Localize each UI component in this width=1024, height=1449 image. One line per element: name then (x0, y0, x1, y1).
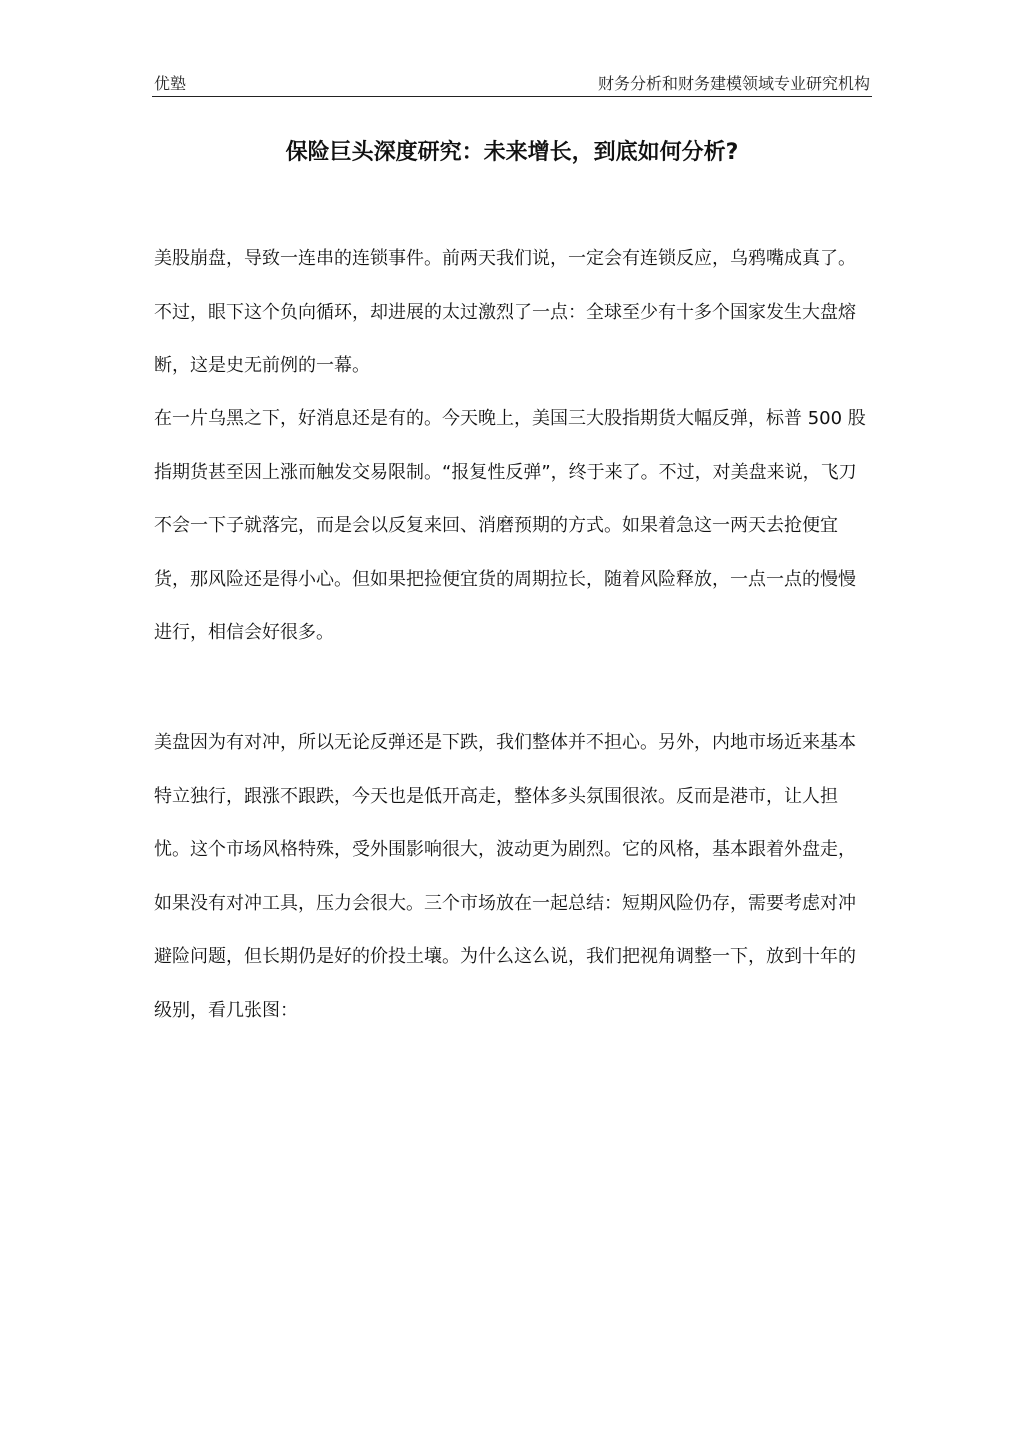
paragraph-line: 断，这是史无前例的一幕。 (154, 355, 370, 376)
header-tagline: 财务分析和财务建模领域专业研究机构 (597, 74, 870, 93)
paragraph-3 (154, 728, 870, 1049)
paragraph-1 (154, 244, 870, 405)
article-title: 保险巨头深度研究：未来增长，到底如何分析? (285, 140, 739, 165)
paragraph-line: 不过，眼下这个负向循环，却进展的太过激烈了一点：全球至少有十多个国家发生大盘熔 (154, 301, 856, 323)
paragraph-line: 如果没有对冲工具，压力会很大。三个市场放在一起总结：短期风险仍存，需要考虑对冲 (154, 892, 856, 914)
paragraph-line: 在一片乌黑之下，好消息还是有的。今天晚上，美国三大股指期货大幅反弹，标普 500 股 (154, 408, 866, 429)
paragraph-line: 特立独行，跟涨不跟跌，今天也是低开高走，整体多头氛围很浓。反而是港市，让人担 (154, 785, 838, 807)
paragraph-line: 货，那风险还是得小心。但如果把捡便宜货的周期拉长，随着风险释放，一点一点的慢慢 (154, 568, 856, 590)
paragraph-line: 美股崩盘，导致一连串的连锁事件。前两天我们说，一定会有连锁反应，乌鸦嘴成真了。 (154, 248, 856, 269)
paragraph-line: 级别，看几张图： (154, 999, 298, 1021)
paragraph-line: 进行，相信会好很多。 (154, 622, 334, 643)
paragraph-2 (154, 404, 870, 672)
paragraph-line: 忧。这个市场风格特殊，受外围影响很大，波动更为剧烈。它的风格，基本跟着外盘走， (154, 839, 856, 860)
paragraph-line: 不会一下子就落完，而是会以反复来回、消磨预期的方式。如果着急这一两天去抢便宜 (154, 515, 838, 536)
paragraph-line: 避险问题，但长期仍是好的价投土壤。为什么这么说，我们把视角调整一下，放到十年的 (154, 946, 856, 967)
page-header (152, 70, 872, 97)
header-brand: 优塾 (154, 74, 187, 93)
paragraph-line: 指期货甚至因上涨而触发交易限制。“报复性反弹”，终于来了。不过，对美盘来说，飞刀 (154, 461, 857, 483)
paragraph-line: 美盘因为有对冲，所以无论反弹还是下跌，我们整体并不担心。另外，内地市场近来基本 (154, 732, 856, 753)
